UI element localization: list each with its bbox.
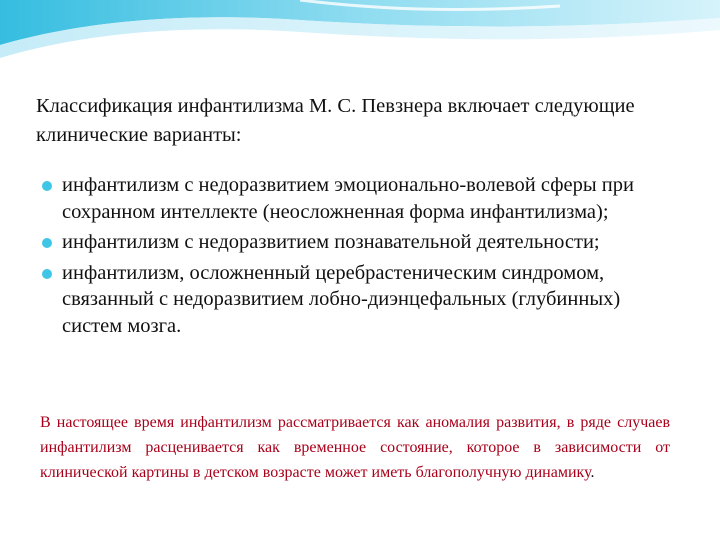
- list-item: [42, 172, 682, 225]
- list-item: [42, 260, 682, 340]
- bullet-dot-icon: [42, 181, 52, 191]
- bullet-dot-icon: [42, 269, 52, 279]
- note-paragraph: [40, 410, 670, 485]
- intro-text: Классификация инфантилизма М. С. Певзнера включает следующие клинические варианты:: [36, 95, 635, 146]
- list-item-text: инфантилизм, осложненный церебрастеническим синдромом, связанный с недоразвитием лобно-диэнцефальных (глубинных) систем мозга.: [62, 261, 621, 337]
- header-wave-decoration: [0, 0, 720, 70]
- bullet-dot-icon: [42, 238, 52, 248]
- list-item-text: инфантилизм с недоразвитием познавательной деятельности;: [62, 231, 600, 253]
- list-item-text: инфантилизм с недоразвитием эмоционально-волевой сферы при сохранном интеллекте (неосложненная форма инфантилизма);: [62, 174, 634, 223]
- classification-list: [42, 172, 682, 343]
- note-text: В настоящее время инфантилизм рассматривается как аномалия развития, в ряде случаев инфантилизм расценивается как временное состояние, которое в зависимости от клинической картины в детском возрасте может иметь благополучную динамику: [40, 414, 670, 481]
- note-period: .: [590, 464, 595, 481]
- list-item: [42, 229, 682, 256]
